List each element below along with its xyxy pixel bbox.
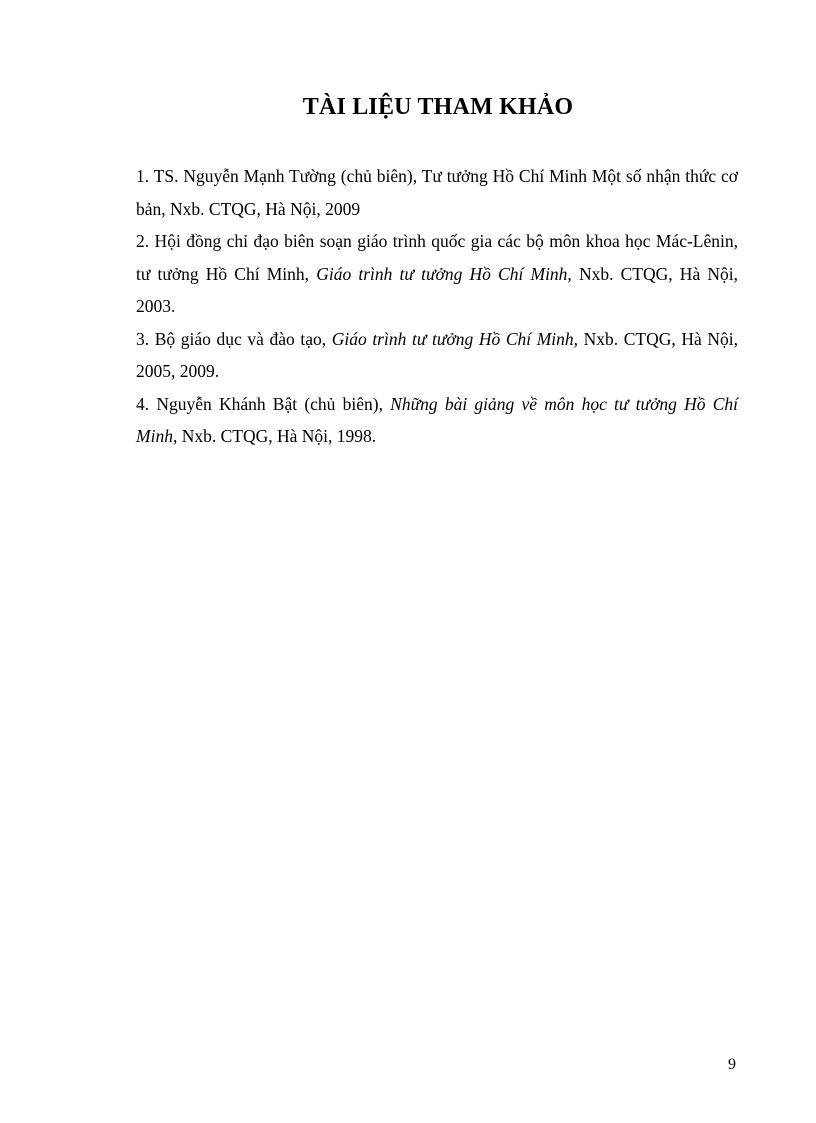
- reference-number: 4.: [136, 393, 150, 414]
- reference-number: 3.: [136, 328, 150, 349]
- reference-item-2: [136, 225, 738, 323]
- reference-item-1: [136, 160, 738, 225]
- page-title: TÀI LIỆU THAM KHẢO: [302, 94, 574, 120]
- reference-number: 1.: [136, 166, 150, 186]
- reference-item-4: [136, 388, 738, 453]
- reference-italic-title: Giáo trình tư tưởng Hồ Chí Minh,: [316, 263, 572, 284]
- reference-text: Bộ giáo dục và đào tạo,: [149, 328, 332, 349]
- reference-item-3: [136, 323, 738, 388]
- reference-text: Nguyễn Khánh Bật (chủ biên),: [149, 393, 391, 414]
- reference-text-after: , Nxb. CTQG, Hà Nội, 1998.: [172, 426, 377, 446]
- reference-text: Hội đồng chỉ đạo biên soạn giáo trình quốc gia các bộ môn khoa học Mác-Lênin, tư tưởng Hồ Chí Minh,: [136, 231, 738, 284]
- reference-italic-title: Giáo trình tư tưởng Hồ Chí Minh,: [331, 328, 579, 349]
- reference-list: [136, 160, 738, 453]
- reference-number: 2.: [136, 231, 150, 251]
- reference-text-after: Nxb. CTQG, Hà Nội, 2005, 2009.: [136, 328, 739, 381]
- reference-text-after: Nxb. CTQG, Hà Nội, 2003.: [136, 263, 738, 316]
- page-number: 9: [728, 1056, 736, 1073]
- reference-italic-title: Những bài giảng về môn học tư tưởng Hồ Chí Minh: [136, 393, 738, 446]
- reference-text: TS. Nguyễn Mạnh Tường (chủ biên), Tư tưởng Hồ Chí Minh Một số nhận thức cơ bản, Nxb. CTQG, Hà Nội, 2009: [136, 166, 738, 219]
